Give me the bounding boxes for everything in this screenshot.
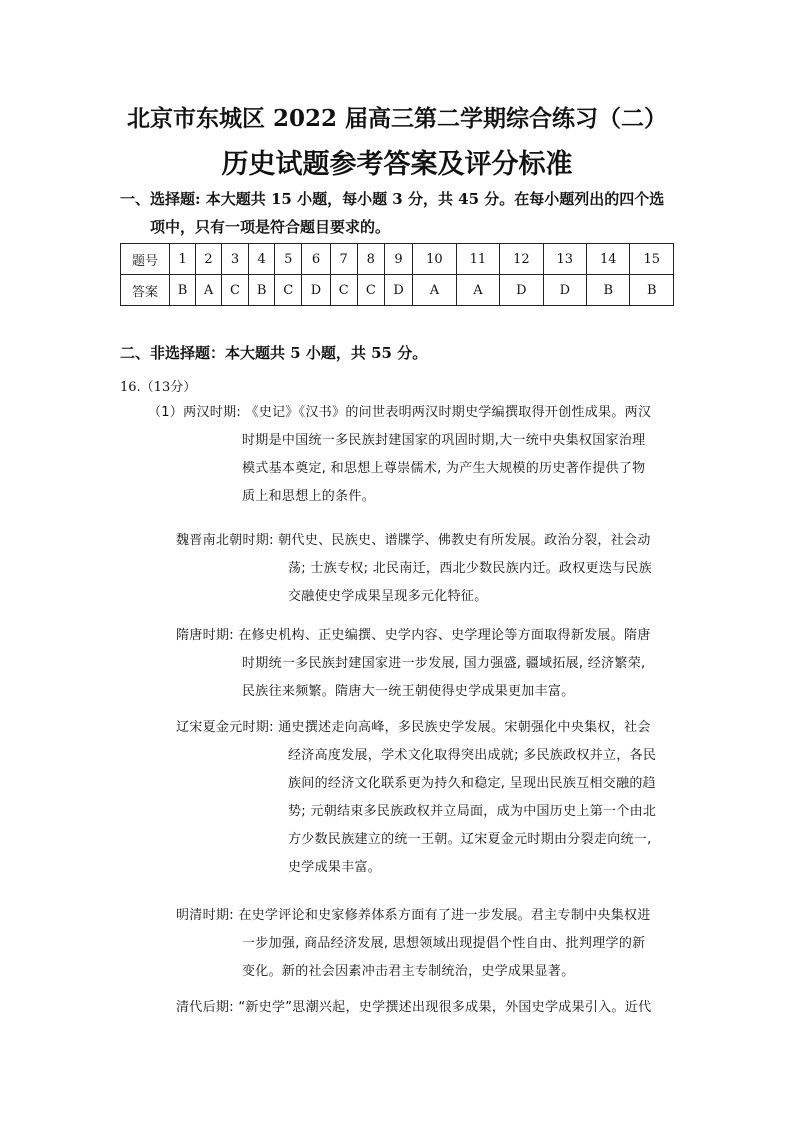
question-number-cell: 1 bbox=[170, 244, 196, 275]
question-number-cell: 3 bbox=[221, 244, 248, 275]
question-number-cell: 7 bbox=[330, 244, 357, 275]
paragraph-line: “新史学”思潮兴起，史学撰述出现很多成果，外国史学成果引入。近代 bbox=[238, 1000, 652, 1015]
question-number-cell: 12 bbox=[500, 244, 543, 275]
paragraph-line: 经济高度发展，学术文化取得突出成就; 多民族政权并立，各民 bbox=[288, 748, 657, 763]
paragraph-qing-late bbox=[176, 994, 688, 1022]
paragraph-line: 变化。新的社会因素冲击君主专制统治，史学成果显著。 bbox=[242, 964, 575, 979]
paragraph-line: 在修史机构、正史编撰、史学内容、史学理论等方面取得新发展。隋唐 bbox=[238, 628, 651, 643]
paragraph-line: 一步加强, 商品经济发展, 思想领域出现提倡个性自由、批判理学的新 bbox=[242, 936, 646, 951]
section-two-heading: 二、非选择题：本大题共 5 小题，共 55 分。 bbox=[120, 344, 428, 362]
paragraph-mingqing bbox=[176, 902, 688, 986]
answer-cell: B bbox=[587, 275, 630, 306]
paragraph-line: 族间的经济文化联系更为持久和稳定, 呈现出民族互相交融的趋 bbox=[288, 776, 656, 791]
page-subtitle: 历史试题参考答案及评分标准 bbox=[221, 149, 573, 180]
question-number-cell: 10 bbox=[413, 244, 456, 275]
paragraph-line: 朝代史、民族史、谱牒学、佛教史有所发展。政治分裂，社会动 bbox=[278, 533, 651, 548]
paragraph-line: 时期是中国统一多民族封建国家的巩固时期,大一统中央集权国家治理 bbox=[242, 433, 646, 448]
question-number-cell: 9 bbox=[384, 244, 412, 275]
period-label: 明清时期: bbox=[176, 908, 239, 923]
section-one-line-2: 项中，只有一项是符合题目要求的。 bbox=[150, 218, 391, 236]
answer-cell: D bbox=[384, 275, 412, 306]
answer-cell: B bbox=[630, 275, 674, 306]
answer-label: 答案 bbox=[121, 275, 170, 306]
question-number-cell: 5 bbox=[275, 244, 302, 275]
page-title: 北京市东城区 2022 届高三第二学期综合练习（二） bbox=[126, 105, 668, 132]
paragraph-line: 模式基本奠定, 和思想上尊崇儒术, 为产生大规模的历史著作提供了物 bbox=[242, 461, 646, 476]
question-number-cell: 13 bbox=[543, 244, 586, 275]
period-label: 辽宋夏金元时期: bbox=[176, 720, 279, 735]
period-label: （1）两汉时期: bbox=[148, 405, 246, 420]
question-number-cell: 8 bbox=[357, 244, 384, 275]
section-one-line-1: 一、选择题: 本大题共 15 小题，每小题 3 分，共 45 分。在每小题列出的四个选 bbox=[120, 190, 665, 208]
paragraph-han bbox=[148, 399, 688, 511]
answer-cell: C bbox=[357, 275, 384, 306]
question-number-cell: 4 bbox=[249, 244, 275, 275]
answer-cell: A bbox=[196, 275, 222, 306]
question-number-cell: 6 bbox=[302, 244, 330, 275]
paragraph-suitang bbox=[176, 622, 688, 706]
question-number-row bbox=[121, 244, 674, 275]
question-number-label: 题号 bbox=[121, 244, 170, 275]
paragraph-line: 在史学评论和史家修养体系方面有了进一步发展。君主专制中央集权进 bbox=[238, 908, 651, 923]
question-16-label: 16.（13分） bbox=[120, 380, 197, 395]
answer-table bbox=[120, 243, 674, 306]
paragraph-line: 交融使史学成果呈现多元化特征。 bbox=[288, 589, 488, 604]
paragraph-line: 史学成果丰富。 bbox=[288, 860, 382, 875]
paragraph-line: 通史撰述走向高峰，多民族史学发展。宋朝强化中央集权，社会 bbox=[278, 720, 651, 735]
answer-cell: D bbox=[302, 275, 330, 306]
paragraph-weijin bbox=[176, 527, 688, 611]
period-label: 隋唐时期: bbox=[176, 628, 239, 643]
answer-cell: C bbox=[330, 275, 357, 306]
period-label: 清代后期: bbox=[176, 1000, 239, 1015]
answer-cell: B bbox=[249, 275, 275, 306]
answer-row bbox=[121, 275, 674, 306]
paragraph-line: 势; 元朝结束多民族政权并立局面，成为中国历史上第一个由北 bbox=[288, 804, 657, 819]
answer-cell: C bbox=[221, 275, 248, 306]
answer-cell: A bbox=[456, 275, 499, 306]
question-number-cell: 14 bbox=[587, 244, 630, 275]
paragraph-line: 民族往来频繁。隋唐大一统王朝使得史学成果更加丰富。 bbox=[242, 684, 575, 699]
paragraph-line: 质上和思想上的条件。 bbox=[242, 489, 376, 504]
answer-cell: D bbox=[543, 275, 586, 306]
paragraph-line: 方少数民族建立的统一王朝。辽宋夏金元时期由分裂走向统一, bbox=[288, 832, 652, 847]
answer-cell: A bbox=[413, 275, 456, 306]
paragraph-line: 荡; 士族专权; 北民南迁，西北少数民族内迁。政权更迭与民族 bbox=[288, 561, 653, 576]
paragraph-liaosong bbox=[176, 714, 688, 882]
paragraph-line: 《史记》《汉书》的问世表明两汉时期史学编撰取得开创性成果。两汉 bbox=[245, 405, 652, 420]
period-label: 魏晋南北朝时期: bbox=[176, 533, 279, 548]
answer-cell: C bbox=[275, 275, 302, 306]
answer-cell: B bbox=[170, 275, 196, 306]
question-number-cell: 2 bbox=[196, 244, 222, 275]
answer-cell: D bbox=[500, 275, 543, 306]
paragraph-line: 时期统一多民族封建国家进一步发展, 国力强盛, 疆域拓展, 经济繁荣, bbox=[242, 656, 646, 671]
question-number-cell: 15 bbox=[630, 244, 674, 275]
section-one-heading bbox=[120, 185, 680, 241]
question-number-cell: 11 bbox=[456, 244, 499, 275]
